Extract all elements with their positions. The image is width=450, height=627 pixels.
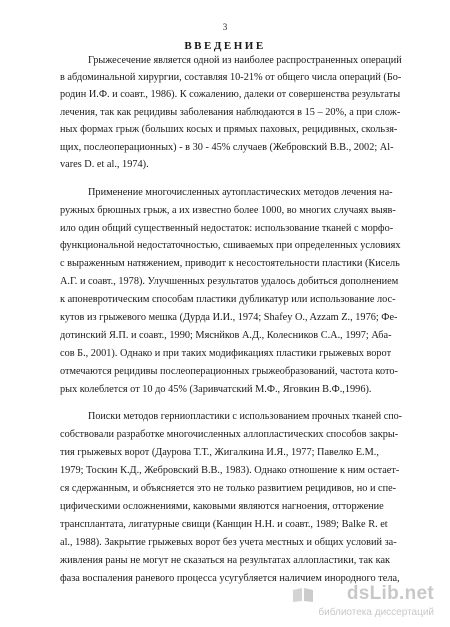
text-line: 1979; Тоскин К.Д., Жебровский В.В., 1983). Однако отношение к ним остает- (60, 465, 400, 476)
text-line: сов Б., 2001). Однако и при таких модификациях пластики грыжевых ворот (60, 348, 392, 359)
text-line: рых колеблется от 10 до 45% (Заривчатский М.Ф., Яговкин В.Ф.,1996). (60, 384, 372, 395)
text-line: отмечаются рецидивы послеоперационных грыжеобразований, частота кото- (60, 366, 398, 377)
text-line: к апоневротическим способам пластики дубликатур или использование лос- (60, 294, 396, 305)
text-line: Применение многочисленных аутопластических методов лечения на- (88, 187, 393, 198)
text-line: функциональной недостаточностью, сшиваемых при определенных условиях (60, 240, 401, 251)
text-line: vares D. et al., 1974). (60, 159, 149, 170)
text-line: ных формах грыж (больших косых и прямых паховых, рецидивных, скользя- (60, 124, 398, 135)
text-line: тия грыжевых ворот (Даурова Т.Т., Жигалкина И.Я., 1977; Павелко Е.М., (60, 447, 379, 458)
text-line: Грыжесечение является одной из наиболее распространенных операций (88, 55, 402, 66)
text-line: al., 1988). Закрытие грыжевых ворот без учета местных и общих условий за- (60, 537, 397, 548)
text-line: собствовали разработке многочисленных аллопластических способов закры- (60, 429, 399, 440)
text-line: кутов из грыжевого мешка (Дурда И.И., 1974; Shafey O., Azzam Z., 1976; Фе- (60, 312, 398, 323)
text-line: ружных брюшных грыж, а их известно более 1000, во многих случаях выяв- (60, 205, 396, 216)
text-line: А.Г. и соавт., 1978). Улучшенных результатов удалось добиться дополнением (60, 276, 399, 287)
book-icon (292, 587, 314, 603)
text-line: в абдоминальной хирургии, составляя 10-21% от общего числа операций (Бо- (60, 72, 402, 83)
text-line: дотинский Я.П. и соавт., 1990; Мяснйков А.Д., Колесников С.А., 1997; Аба- (60, 330, 392, 341)
watermark (290, 583, 440, 623)
text-line: трансплантата, лигатурные свищи (Канщин Н.Н. и соавт., 1989; Balke R. et (60, 519, 388, 530)
text-line: щих, послеоперационных) - в 30 - 45% случаев (Жебровский В.В., 2002; Al- (60, 142, 394, 153)
watermark-logo: dsLib.net (346, 583, 434, 604)
text-line: родин И.Ф. и соавт., 1986). К сожалению, далеки от совершенства результаты (60, 89, 401, 100)
text-line: лечения, так как рецидивы заболевания наблюдаются в 15 – 20%, а при слож- (60, 107, 401, 118)
text-line: с выраженным натяжением, приводит к несостоятельности пластики (Кисель (60, 258, 400, 269)
page-number: 3 (222, 22, 228, 32)
text-line: живления раны не могут не сказаться на результатах аллопластики, так как (60, 555, 391, 566)
section-title: ВВЕДЕНИЕ (184, 40, 266, 52)
text-line: цифическими осложнениями, каковыми являются нагноения, отторжение (60, 501, 384, 512)
text-line: фаза воспаления раневого процесса усугубляется наличием инородного тела, (60, 573, 400, 584)
text-line: ило один общий существенный недостаток: использование тканей с морфо- (60, 223, 394, 234)
text-line: ся сдержанным, и объясняется это не только развитием рецидивов, но и спе- (60, 483, 397, 494)
text-line: Поиски методов герниопластики с использованием прочных тканей спо- (88, 411, 403, 422)
watermark-subtitle: библиотека диссертаций (318, 607, 434, 618)
